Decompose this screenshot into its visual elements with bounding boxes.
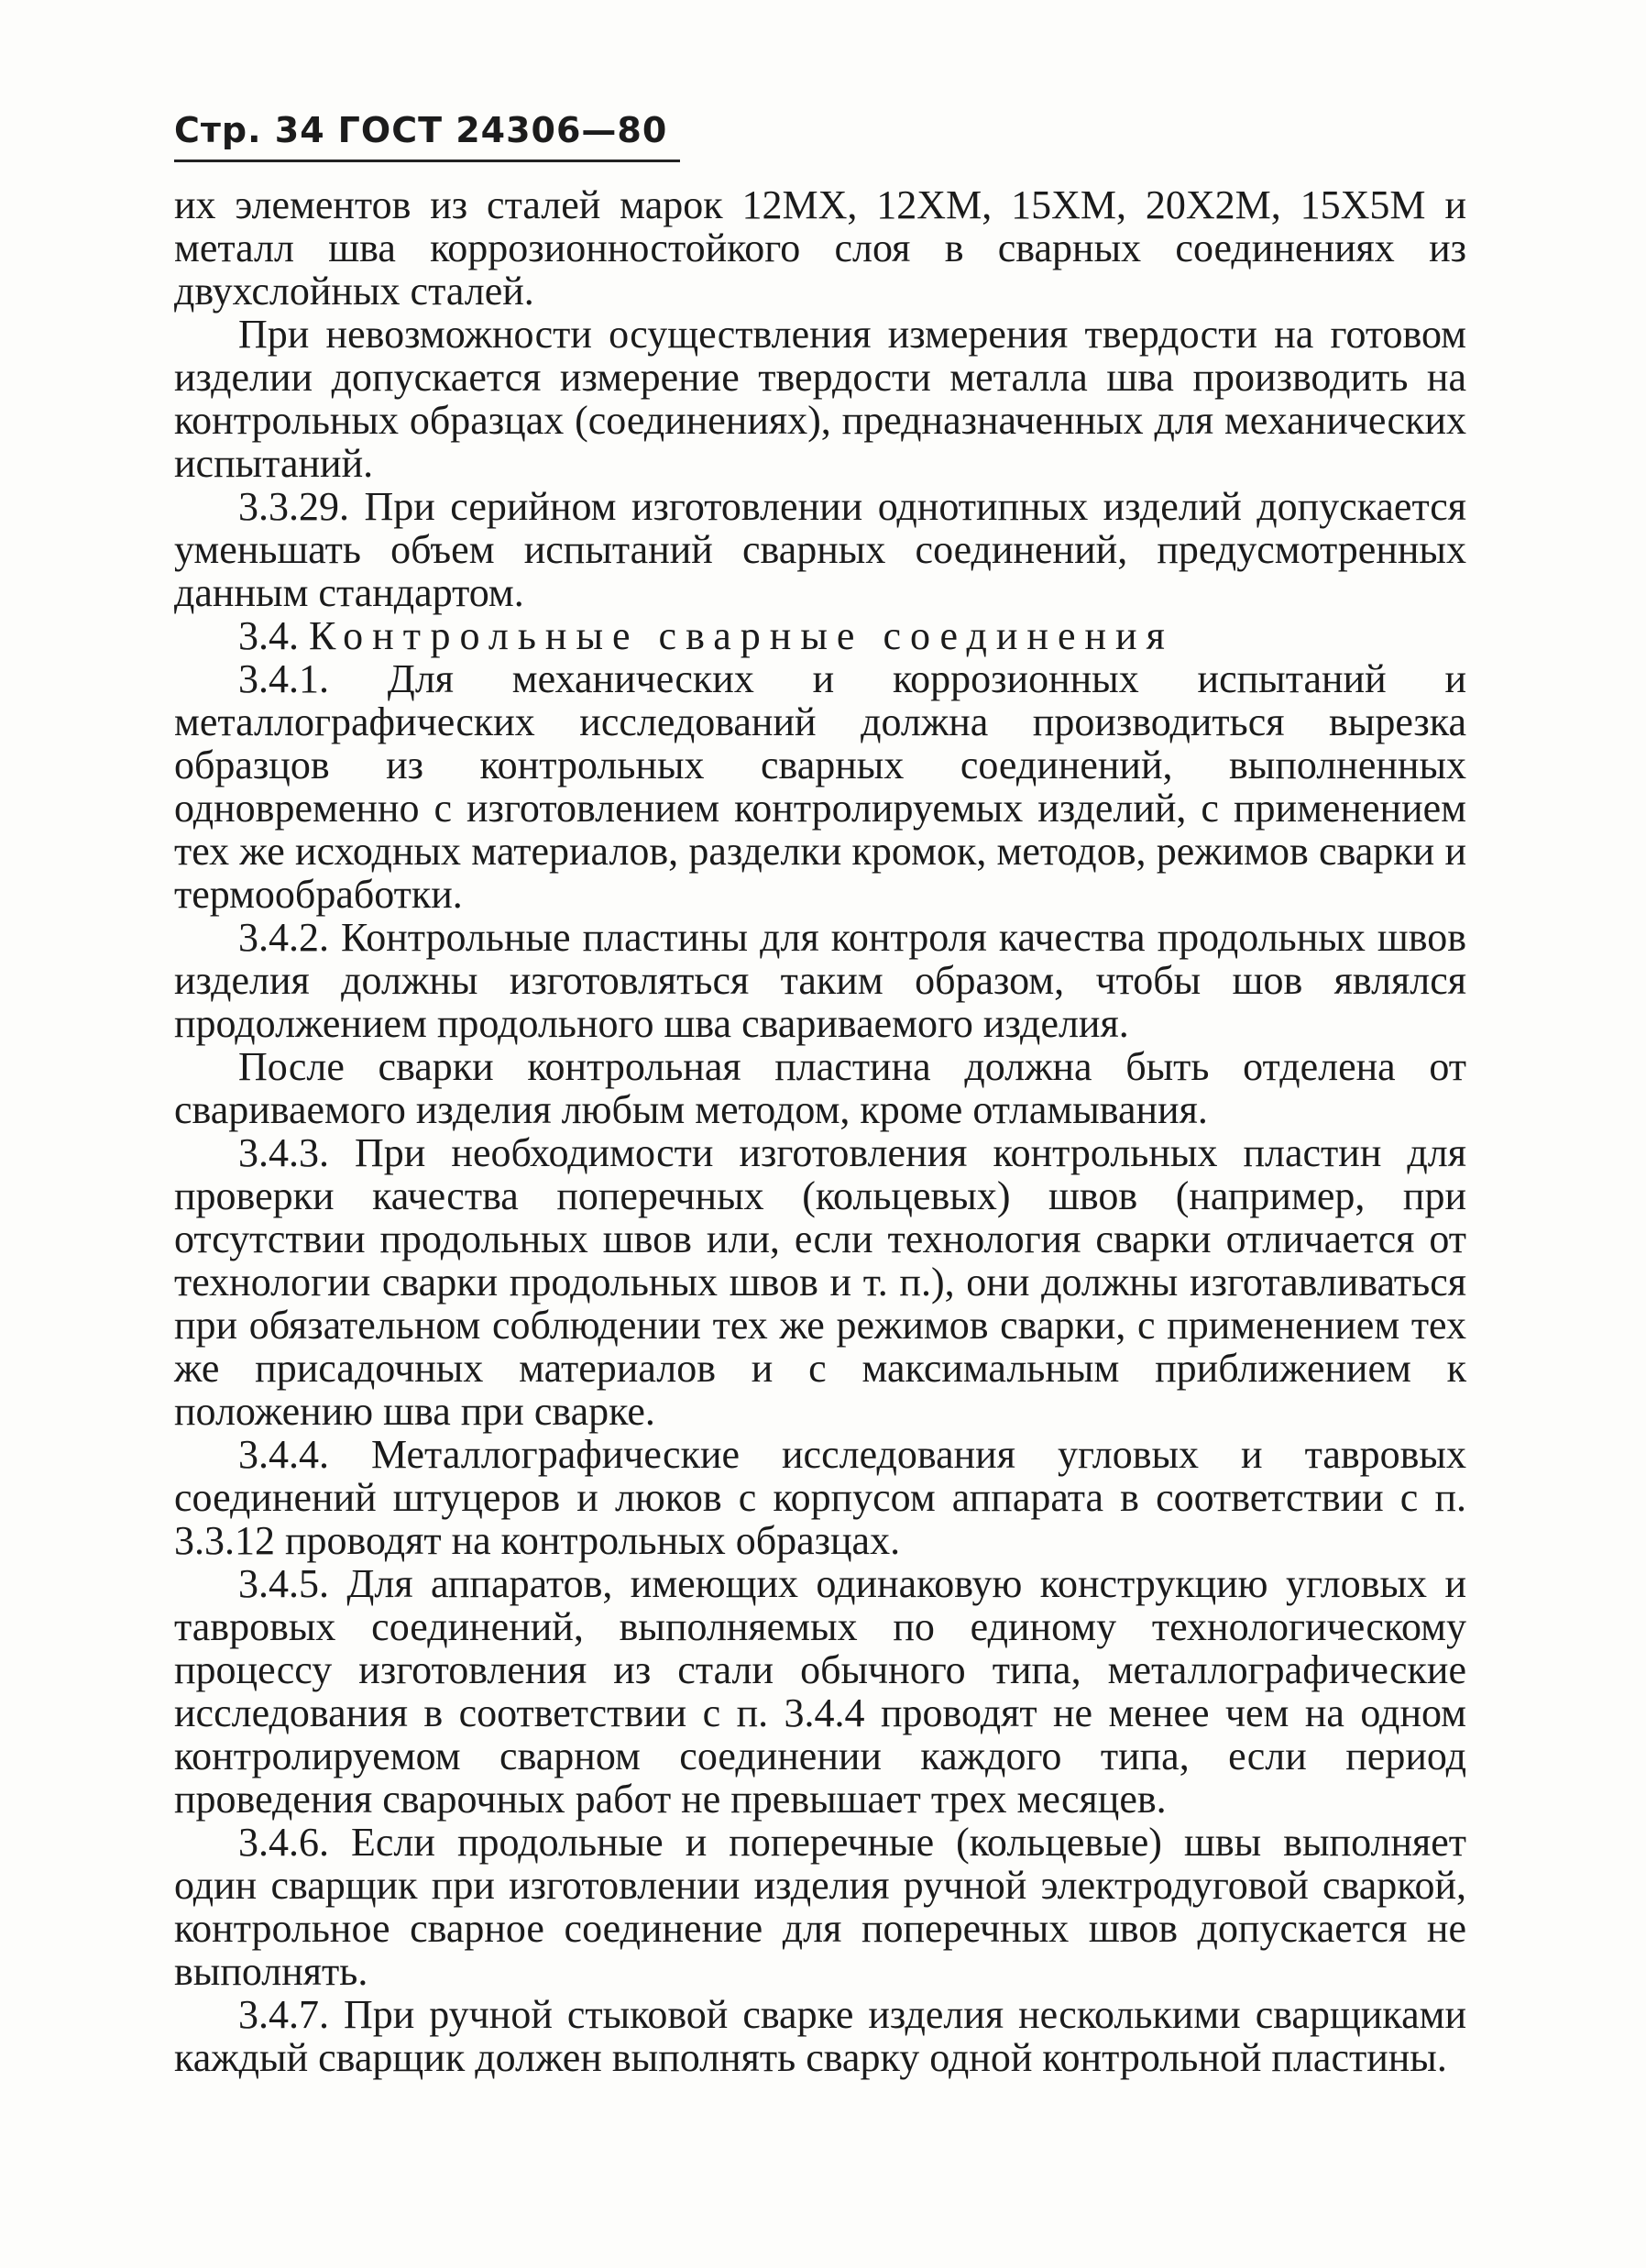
paragraph-3-4-3: 3.4.3. При необходимости изготовления контрольных пластин для проверки качества поперечных (кольцевых) швов (например, при отсутствии продольных швов или, если технология сварки отличается от технологии сварки продольных швов и т. п.), они должны изготавливаться при обязательном соблюдении тех же режимов сварки, с применением тех же присадочных материалов и с максимальным приближением к положению шва при сварке.	[174, 1130, 1466, 1434]
paragraph-3-4-5: 3.4.5. Для аппаратов, имеющих одинаковую конструкцию угловых и тавровых соединений, выполняемых по единому технологическому процессу изготовления из стали обычного типа, металлографические исследования в соответствии с п. 3.4.4 проводят не менее чем на одном контролируемом сварном соединении каждого типа, если период проведения сварочных работ не превышает трех месяцев.	[174, 1561, 1466, 1822]
page-number-label: Стр. 34	[174, 110, 325, 150]
section-heading-3-4	[174, 614, 1466, 657]
standard-designation: ГОСТ 24306—80	[337, 110, 668, 150]
page-header	[174, 110, 680, 162]
section-title: Контрольные сварные соединения	[309, 613, 1174, 658]
paragraph-3-4-6: 3.4.6. Если продольные и поперечные (кольцевые) швы выполняет один сварщик при изготовлении изделия ручной электродуговой сваркой, контрольное сварное соединение для поперечных швов допускается не выполнять.	[174, 1820, 1466, 1994]
paragraph-3-4-2: 3.4.2. Контрольные пластины для контроля качества продольных швов изделия должны изготовляться таким образом, чтобы шов являлся продолжением продольного шва свариваемого изделия.	[174, 915, 1466, 1046]
paragraph-3-4-7: 3.4.7. При ручной стыковой сварке изделия несколькими сварщиками каждый сварщик должен выполнять сварку одной контрольной пластины.	[174, 1992, 1466, 2080]
paragraph-continuation: их элементов из сталей марок 12МХ, 12ХМ, 15ХМ, 20Х2М, 15Х5М и металл шва коррозионностойкого слоя в сварных соединениях из двухслойных сталей.	[174, 182, 1466, 314]
paragraph-3-4-4: 3.4.4. Металлографические исследования угловых и тавровых соединений штуцеров и люков с корпусом аппарата в соответствии с п. 3.3.12 проводят на контрольных образцах.	[174, 1432, 1466, 1563]
paragraph-3-3-29: 3.3.29. При серийном изготовлении однотипных изделий допускается уменьшать объем испытаний сварных соединений, предусмотренных данным стандартом.	[174, 484, 1466, 615]
section-number: 3.4.	[238, 613, 299, 658]
paragraph: При невозможности осуществления измерения твердости на готовом изделии допускается измерение твердости металла шва производить на контрольных образцах (соединениях), предназначенных для механических испытаний.	[174, 312, 1466, 486]
paragraph: После сварки контрольная пластина должна быть отделена от свариваемого изделия любым методом, кроме отламывания.	[174, 1044, 1466, 1132]
body-text	[174, 183, 1466, 2079]
paragraph-3-4-1: 3.4.1. Для механических и коррозионных испытаний и металлографических исследований должна производиться вырезка образцов из контрольных сварных соединений, выполненных одновременно с изготовлением контролируемых изделий, с применением тех же исходных материалов, разделки кромок, методов, режимов сварки и термообработки.	[174, 656, 1466, 917]
